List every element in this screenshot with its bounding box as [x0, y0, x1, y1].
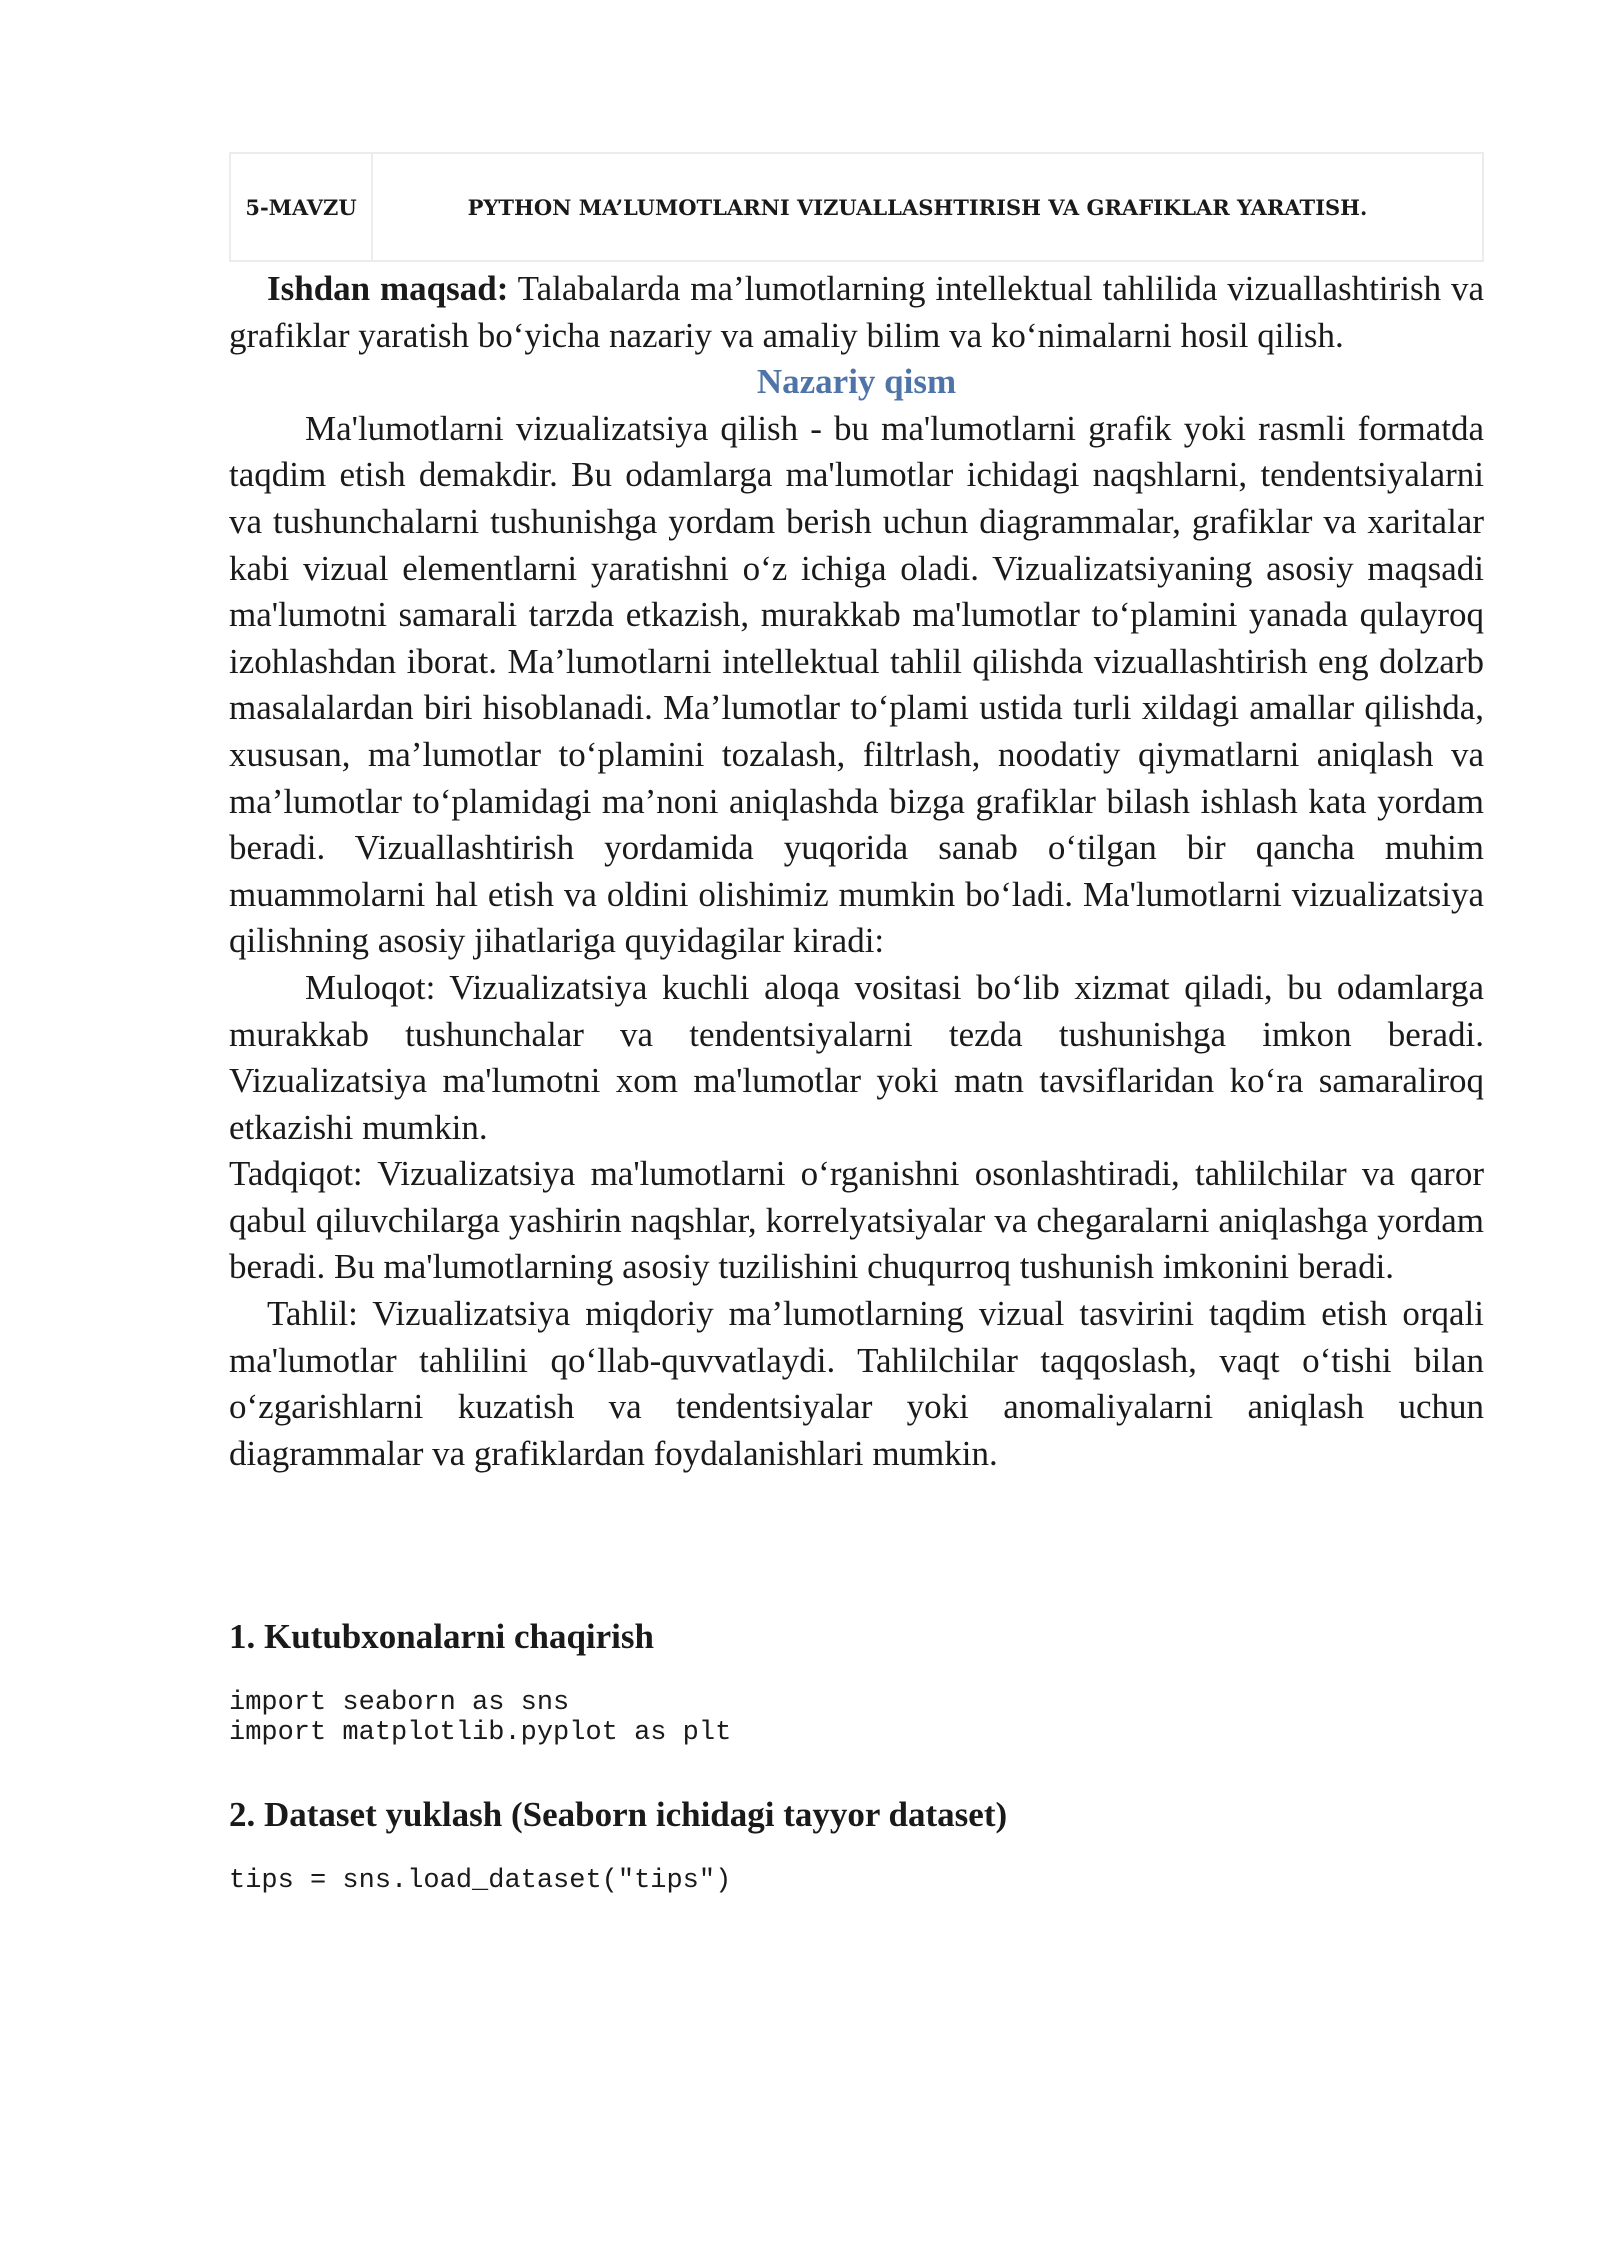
goal-label: Ishdan maqsad:	[267, 269, 509, 308]
step-heading-1: 1. Kutubxonalarni chaqirish	[229, 1617, 654, 1657]
paragraph-research: Tadqiqot: Vizualizatsiya ma'lumotlarni o‘rganishni osonlashtiradi, tahlilchilar va qaror qabul qiluvchilarga yashirin naqshlar, korrelyatsiyalar va chegaralarni aniqlashga yordam beradi. Bu ma'lumotlarning asosiy tuzilishini chuqurroq tushunish imkonini beradi.	[229, 1154, 1484, 1287]
paragraph-communication: Muloqot: Vizualizatsiya kuchli aloqa vositasi bo‘lib xizmat qiladi, bu odamlarga murakkab tushunchalar va tendentsiyalarni tezda tushunishga imkon beradi. Vizualizatsiya ma'lumotni xom ma'lumotlar yoki matn tavsiflaridan ko‘ra samaraliroq etkazishi mumkin.	[229, 967, 1484, 1147]
goal-text: Talabalarda ma’lumotlarning intellektual tahlilida vizuallashtirish va grafiklar yaratish bo‘yicha nazariy va amaliy bilim va ko‘nimalarni hosil qilish.	[229, 269, 1484, 355]
code-block-1: import seaborn as sns import matplotlib.pyplot as plt	[229, 1688, 732, 1749]
document-page	[229, 152, 1484, 1896]
goal-paragraph	[229, 266, 1484, 359]
topic-title: PYTHON MA’LUMOTLARNI VIZUALLASHTIRISH VA GRAFIKLAR YARATISH.	[467, 194, 1368, 220]
topic-header-table	[229, 152, 1484, 262]
section-title: Nazariy qism	[756, 362, 957, 402]
paragraph-analysis: Tahlil: Vizualizatsiya miqdoriy ma’lumotlarning vizual tasvirini taqdim etish orqali ma'lumotlar tahlilini qo‘llab-quvvatlaydi. Tahlilchilar taqqoslash, vaqt o‘tishi bilan o‘zgarishlarni kuzatish va tendentsiyalar yoki anomaliyalarni aniqlash uchun diagrammalar va grafiklardan foydalanishlari mumkin.	[229, 1294, 1484, 1473]
step-heading-2: 2. Dataset yuklash (Seaborn ichidagi tayyor dataset)	[229, 1795, 1008, 1835]
topic-number: 5-MAVZU	[231, 154, 373, 260]
paragraph-intro: Ma'lumotlarni vizualizatsiya qilish - bu ma'lumotlarni grafik yoki rasmli formatda taqdim etish demakdir. Bu odamlarga ma'lumotlar ichidagi naqshlarni, tendentsiyalarni va tushunchalarni tushunishga yordam berish uchun diagrammalar, grafiklar va xaritalar kabi vizual elementlarni yaratishni o‘z ichiga oladi. Vizualizatsiyaning asosiy maqsadi ma'lumotni samarali tarzda etkazish, murakkab ma'lumotlar to‘plamini yanada qulayroq izohlashdan iborat. Ma’lumotlarni intellektual tahlil qilishda vizuallashtirish eng dolzarb masalalardan biri hisoblanadi. Ma’lumotlar to‘plami ustida turli xildagi amallar qilishda, xususan, ma’lumotlar to‘plamini tozalash, filtrlash, noodatiy qiymatlarni aniqlash va ma’lumotlar to‘plamidagi ma’noni aniqlashda bizga grafiklar bilash ishlash kata yordam beradi. Vizuallashtirish yordamida yuqorida sanab o‘tilgan bir qancha muhim muammolarni hal etish va oldini olishimiz mumkin bo‘ladi. Ma'lumotlarni vizualizatsiya qilishning asosiy jihatlariga quyidagilar kiradi:	[229, 408, 1484, 961]
code-block-2: tips = sns.load_dataset("tips")	[229, 1866, 732, 1897]
